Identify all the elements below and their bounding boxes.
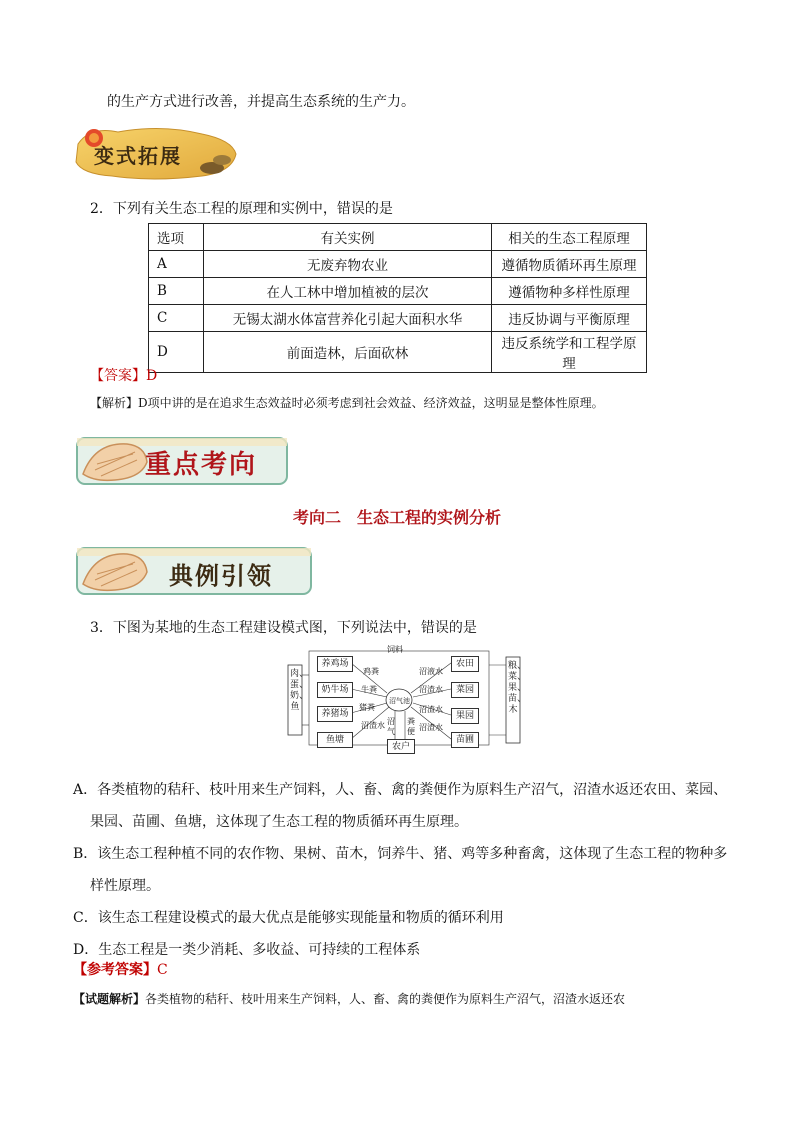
diagram-edge-label: 沼气 — [387, 717, 395, 736]
banner-key-label: 重点考向 — [145, 450, 258, 480]
q3-options — [73, 774, 727, 966]
banner-variant-label: 变式拓展 — [94, 144, 182, 168]
banner-typical-example — [75, 542, 313, 600]
q2-explanation — [90, 394, 604, 412]
analysis-label: 【试题解析】 — [73, 992, 146, 1006]
option-a-line2: 果园、苗圃、鱼塘，这体现了生态工程的物质循环再生原理。 — [90, 814, 468, 830]
diagram-edge-label: 沼液水 — [419, 667, 443, 676]
q2-table — [148, 223, 647, 373]
diagram-feed-label: 饲料 — [387, 645, 403, 654]
q2-stem: 2．下列有关生态工程的原理和实例中，错误的是 — [90, 201, 393, 217]
table-cell: 在人工林中增加植被的层次 — [204, 278, 492, 305]
q3-stem: 3．下图为某地的生态工程建设模式图，下列说法中，错误的是 — [90, 620, 477, 636]
diagram-field-box: 菜园 — [451, 682, 479, 698]
diagram-farmer-box: 农户 — [387, 739, 415, 754]
table-cell: 无锡太湖水体富营养化引起大面积水华 — [204, 305, 492, 332]
table-row — [149, 305, 647, 332]
diagram-field-box: 果园 — [451, 708, 479, 724]
intro-text: 的生产方式进行改善，并提高生态系统的生产力。 — [107, 94, 415, 110]
option-a-line1: A．各类植物的秸秆、枝叶用来生产饲料，人、畜、禽的粪便作为原料生产沼气，沼渣水返还农田、菜园、 — [73, 782, 728, 798]
table-cell: 违反协调与平衡原理 — [492, 305, 647, 332]
explain-label: 【解析】 — [90, 396, 139, 410]
option-b-line1: B．该生态工程种植不同的农作物、果树、苗木，饲养牛、猪、鸡等多种畜禽，这体现了生态工程的物种多 — [73, 846, 728, 862]
table-cell: A — [149, 251, 204, 278]
table-row — [149, 332, 647, 373]
ref-answer-value: C — [157, 962, 168, 978]
diagram-edge-label: 鸡粪 — [363, 667, 379, 676]
diagram-left-products: 肉、蛋、奶、鱼 — [290, 669, 309, 712]
diagram-field-box: 农田 — [451, 656, 479, 672]
table-cell: D — [149, 332, 204, 373]
analysis-text: 各类植物的秸秆、枝叶用来生产饲料，人、畜、禽的粪便作为原料生产沼气，沼渣水返还农 — [145, 992, 626, 1006]
table-cell: 遵循物种多样性原理 — [492, 278, 647, 305]
option-b-line2: 样性原理。 — [90, 878, 160, 894]
table-header-row — [149, 224, 647, 251]
section-heading: 考向二 生态工程的实例分析 — [292, 508, 501, 527]
answer-value: D — [146, 368, 158, 384]
table-header: 相关的生态工程原理 — [492, 224, 647, 251]
diagram-edge-label: 粪便 — [407, 717, 415, 736]
diagram-edge-label: 沼渣水 — [361, 721, 385, 730]
diagram-farm-box: 鱼塘 — [317, 732, 353, 748]
ref-answer-label: 【参考答案】 — [73, 962, 157, 978]
option-c: C．该生态工程建设模式的最大优点是能够实现能量和物质的循环利用 — [73, 910, 504, 926]
diagram-center-label: 沼气池 — [389, 697, 410, 705]
q3-reference-answer — [73, 960, 168, 980]
q2-answer — [90, 366, 157, 386]
table-row — [149, 278, 647, 305]
diagram-farm-box: 奶牛场 — [317, 682, 353, 698]
diagram-farm-box: 养猪场 — [317, 706, 353, 722]
diagram-edge-label: 牛粪 — [361, 685, 377, 694]
q3-analysis — [73, 990, 625, 1008]
table-cell: 无废弃物农业 — [204, 251, 492, 278]
table-cell: B — [149, 278, 204, 305]
diagram-right-products: 粮、菜、果、苗、木 — [508, 661, 527, 715]
banner-typical-label: 典例引领 — [169, 561, 273, 590]
table-cell: C — [149, 305, 204, 332]
banner-variant-expansion — [72, 124, 240, 182]
option-d: D．生态工程是一类少消耗、多收益、可持续的工程体系 — [73, 942, 421, 958]
diagram-edge-label: 沼渣水 — [419, 723, 443, 732]
diagram-edge-label: 沼渣水 — [419, 685, 443, 694]
table-cell: 违反系统学和工程学原理 — [492, 332, 647, 373]
table-row — [149, 251, 647, 278]
diagram-farm-box: 养鸡场 — [317, 656, 353, 672]
answer-label: 【答案】 — [90, 368, 146, 384]
table-header: 选项 — [149, 224, 204, 251]
diagram-edge-label: 沼渣水 — [419, 705, 443, 714]
table-header: 有关实例 — [204, 224, 492, 251]
table-cell: 遵循物质循环再生原理 — [492, 251, 647, 278]
table-cell: 前面造林，后面砍林 — [204, 332, 492, 373]
banner-key-direction — [75, 432, 289, 490]
diagram-edge-label: 猪粪 — [359, 703, 375, 712]
ecology-diagram — [287, 645, 527, 755]
explain-text: D项中讲的是在追求生态效益时必须考虑到社会效益、经济效益，这明显是整体性原理。 — [138, 396, 604, 410]
diagram-field-box: 苗圃 — [451, 732, 479, 748]
